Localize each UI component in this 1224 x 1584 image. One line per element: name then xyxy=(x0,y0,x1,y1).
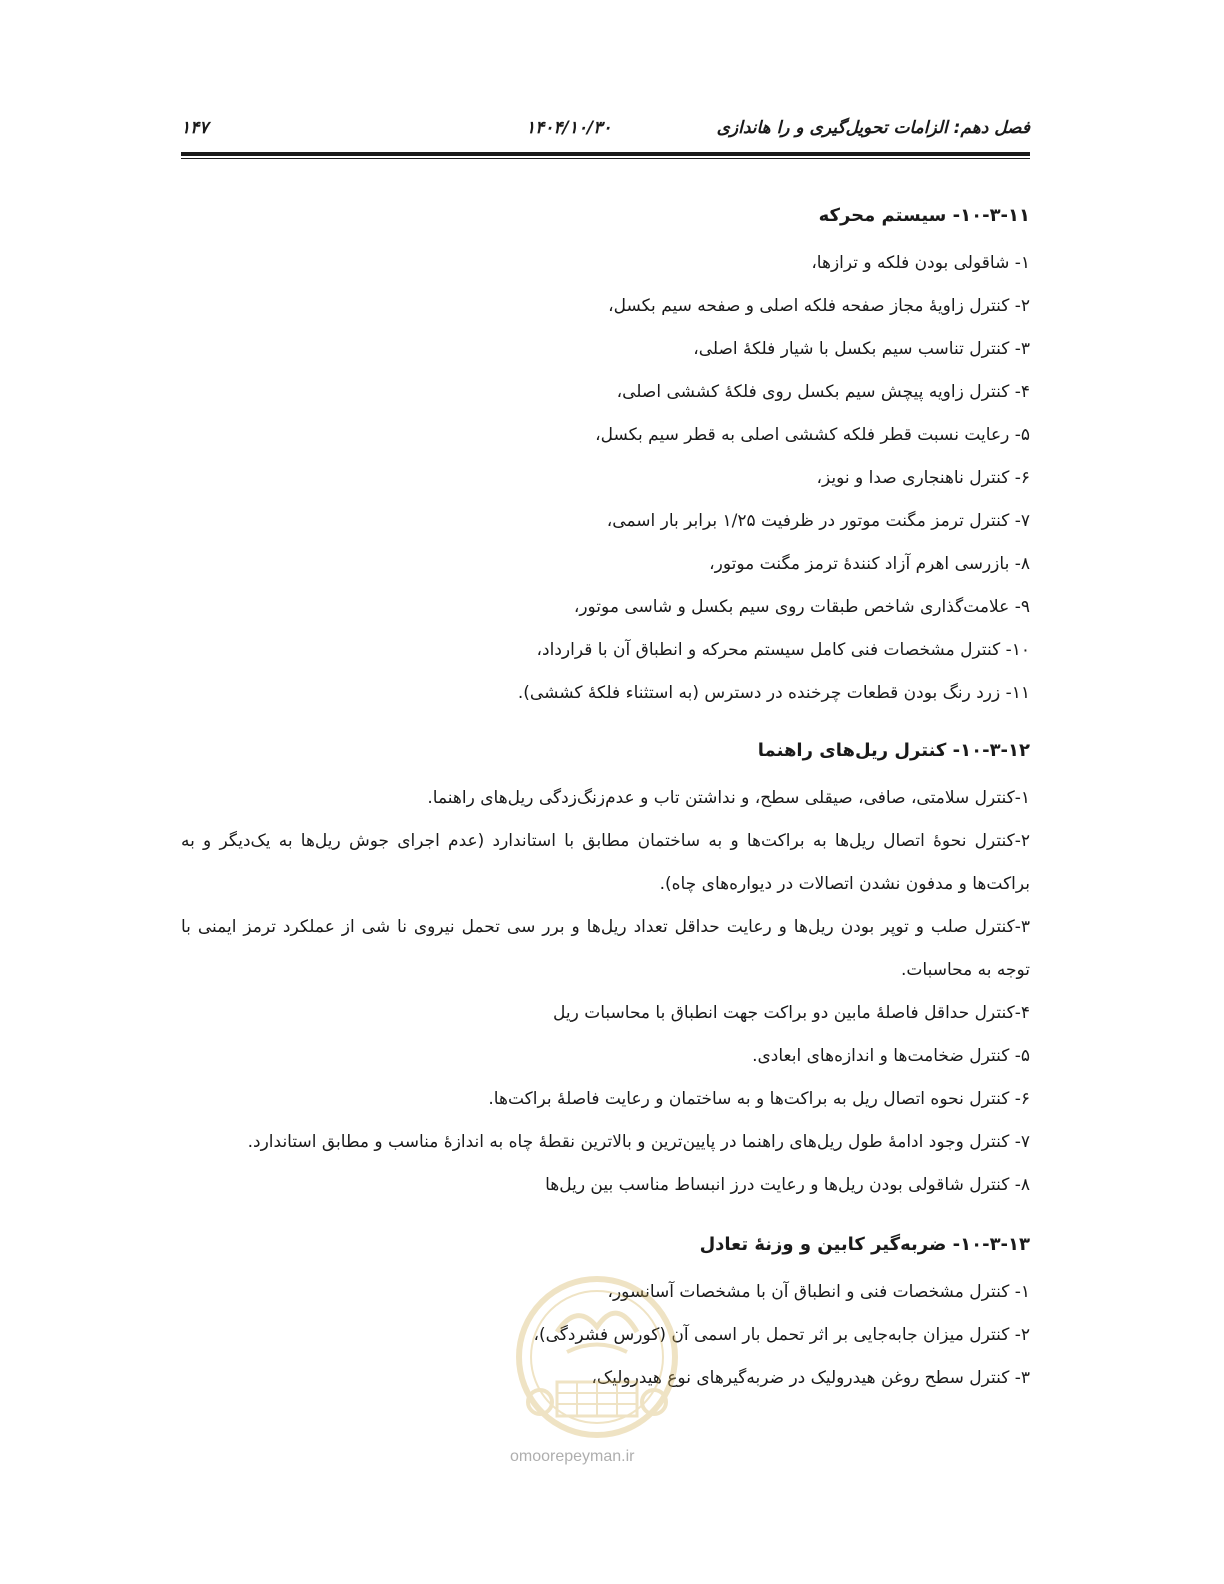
header-rule-thin xyxy=(181,158,1030,159)
list-item: ۶- کنترل ناهنجاری صدا و نویز، xyxy=(816,468,1030,488)
chapter-title: فصل دهم: الزامات تحویل‌گیری و را هاندازی xyxy=(716,118,1030,138)
list-item: ۱- شاقولی بودن فلکه و ترازها، xyxy=(811,253,1030,273)
list-item: ۱۰- کنترل مشخصات فنی کامل سیستم محرکه و انطباق آن با قرارداد، xyxy=(536,640,1030,660)
list-item: ۷- کنترل وجود ادامهٔ طول ریل‌های راهنما در پایین‌ترین و بالاترین نقطهٔ چاه به اندازهٔ مناسب و مطابق استاندارد. xyxy=(247,1132,1030,1152)
section-heading: ۱۰-۳-۱۱- سیستم محرکه xyxy=(818,205,1030,226)
list-item: ۴- کنترل زاویه پیچش سیم بکسل روی فلکهٔ کششی اصلی، xyxy=(616,382,1030,402)
checklist xyxy=(181,1271,1030,1400)
page-header xyxy=(181,118,1030,148)
checklist xyxy=(181,242,1030,715)
section-buffers xyxy=(181,1229,1030,1400)
list-item: ۳- کنترل سطح روغن هیدرولیک در ضربه‌گیرهای نوع هیدرولیک، xyxy=(591,1368,1030,1388)
list-item: ۹- علامت‌گذاری شاخص طبقات روی سیم بکسل و شاسی موتور، xyxy=(573,597,1030,617)
section-heading: ۱۰-۳-۱۲- کنترل ریل‌های راهنما xyxy=(757,740,1030,761)
page-number: ۱۴۷ xyxy=(181,118,209,138)
watermark-site: omoorepeyman.ir xyxy=(510,1448,635,1465)
page-content xyxy=(181,200,1030,1400)
list-item: ۲- کنترل زاویهٔ مجاز صفحه فلکه اصلی و صفحه سیم بکسل، xyxy=(608,296,1030,316)
list-item: ۲-کنترل نحوهٔ اتصال ریل‌ها به براکت‌ها و به ساختمان مطابق با استاندارد (عدم اجرای جوش ریل‌ها به یک‌دیگر و به براکت‌ها و مدفون نشدن اتصالات در دیواره‌های چاه). xyxy=(181,831,1030,894)
list-item: ۱-کنترل سلامتی، صافی، صیقلی سطح، و نداشتن تاب و عدم‌زنگ‌زدگی ریل‌های راهنما. xyxy=(427,788,1030,808)
checklist xyxy=(181,777,1030,1207)
list-item: ۷- کنترل ترمز مگنت موتور در ظرفیت ۱/۲۵ برابر بار اسمی، xyxy=(606,511,1030,531)
list-item: ۱- کنترل مشخصات فنی و انطباق آن با مشخصات آسانسور، xyxy=(607,1282,1030,1302)
list-item: ۴-کنترل حداقل فاصلهٔ مابین دو براکت جهت انطباق با محاسبات ریل xyxy=(552,1003,1030,1023)
section-heading: ۱۰-۳-۱۳- ضربه‌گیر کابین و وزنهٔ تعادل xyxy=(699,1234,1030,1255)
section-guide-rails xyxy=(181,735,1030,1207)
header-date: ۱۴۰۴/۱۰/۳۰ xyxy=(526,118,612,138)
header-rule-thick xyxy=(181,152,1030,156)
list-item: ۲- کنترل میزان جابه‌جایی بر اثر تحمل بار اسمی آن (کورس فشردگی)، xyxy=(533,1325,1030,1345)
list-item: ۳-کنترل صلب و توپر بودن ریل‌ها و رعایت حداقل تعداد ریل‌ها و برر سی تحمل نیروی نا شی از عملکرد ترمز ایمنی با توجه به محاسبات. xyxy=(181,917,1030,980)
list-item: ۳- کنترل تناسب سیم بکسل با شیار فلکهٔ اصلی، xyxy=(693,339,1030,359)
list-item: ۸- بازرسی اهرم آزاد کنندهٔ ترمز مگنت موتور، xyxy=(709,554,1030,574)
list-item: ۱۱- زرد رنگ بودن قطعات چرخنده در دسترس (به استثناء فلکهٔ کششی). xyxy=(517,683,1030,703)
list-item: ۵- کنترل ضخامت‌ها و اندازه‌های ابعادی. xyxy=(752,1046,1030,1066)
list-item: ۶- کنترل نحوه اتصال ریل به براکت‌ها و به ساختمان و رعایت فاصلهٔ براکت‌ها. xyxy=(488,1089,1030,1109)
list-item: ۵- رعایت نسبت قطر فلکه کششی اصلی به قطر سیم بکسل، xyxy=(595,425,1030,445)
section-drive-system xyxy=(181,200,1030,715)
list-item: ۸- کنترل شاقولی بودن ریل‌ها و رعایت درز انبساط مناسب بین ریل‌ها xyxy=(545,1175,1030,1195)
